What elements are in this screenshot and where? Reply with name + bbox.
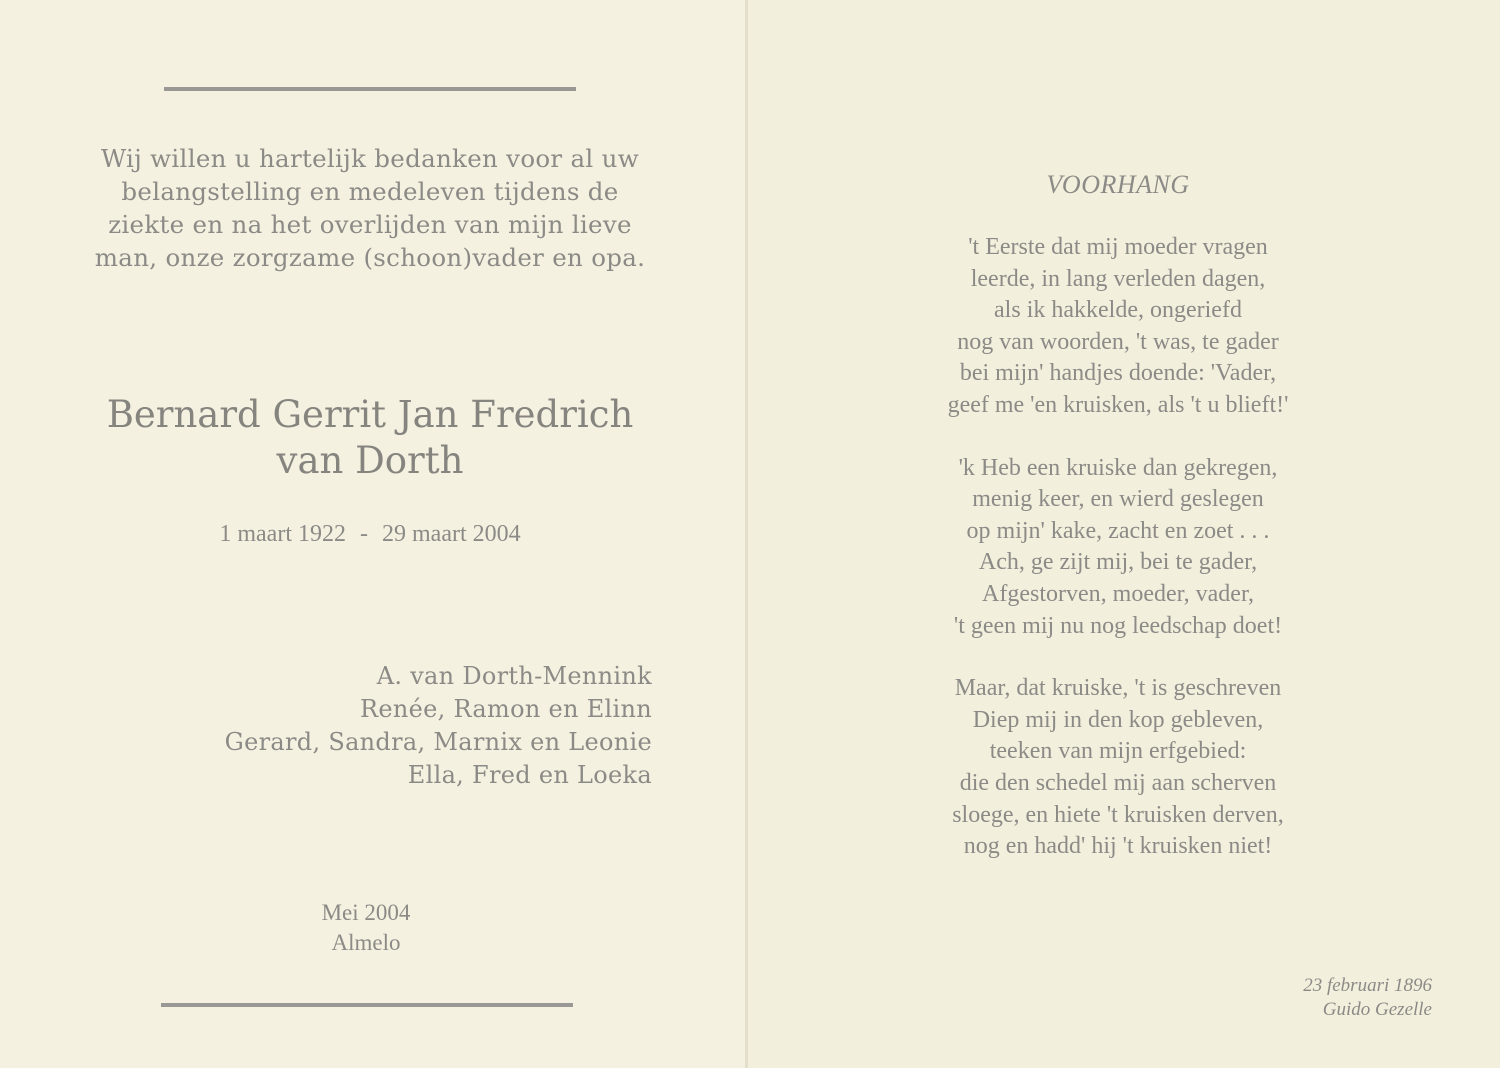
poem-title: VOORHANG bbox=[1046, 170, 1190, 199]
life-dates bbox=[120, 521, 620, 548]
poem-line: 'k Heb een kruiske dan gekregen, bbox=[958, 454, 1278, 481]
poem-line: Maar, dat kruiske, 't is geschreven bbox=[954, 675, 1282, 702]
thanks-line: man, onze zorgzame (schoon)vader en opa. bbox=[94, 243, 646, 272]
family-line: Gerard, Sandra, Marnix en Leonie bbox=[224, 728, 652, 756]
thanks-line: Wij willen u hartelijk bedanken voor al uw bbox=[100, 144, 639, 173]
left-panel bbox=[0, 0, 745, 1068]
poem-line: als ik hakkelde, ongeriefd bbox=[994, 297, 1242, 324]
thanks-line: belangstelling en medeleven tijdens de bbox=[121, 177, 619, 206]
poem-author: Guido Gezelle bbox=[1322, 999, 1432, 1020]
date-separator: - bbox=[360, 521, 368, 547]
family-line: Ella, Fred en Loeka bbox=[407, 761, 652, 789]
thanks-line: ziekte en na het overlijden van mijn lieve bbox=[108, 210, 632, 239]
poem-body bbox=[868, 232, 1368, 894]
poem-line: Diep mij in den kop gebleven, bbox=[972, 706, 1264, 733]
poem-line: Afgestorven, moeder, vader, bbox=[982, 580, 1254, 607]
poem-line: 't Eerste dat mij moeder vragen bbox=[968, 234, 1268, 260]
family-names bbox=[150, 660, 652, 792]
name-line: van Dorth bbox=[276, 439, 464, 482]
poem-line: bei mijn' handjes doende: 'Vader, bbox=[959, 360, 1277, 387]
poem-line: leerde, in lang verleden dagen, bbox=[970, 265, 1266, 292]
poem-line: sloege, en hiete 't kruisken derven, bbox=[952, 801, 1284, 828]
place-name: Almelo bbox=[331, 930, 401, 955]
month-year: Mei 2004 bbox=[321, 900, 411, 925]
poem-line: teeken van mijn erfgebied: bbox=[989, 738, 1247, 765]
poem-line: Ach, ge zijt mij, bei te gader, bbox=[978, 549, 1258, 576]
poem-stanza bbox=[868, 453, 1368, 643]
deceased-name bbox=[60, 392, 680, 484]
bottom-rule bbox=[161, 1003, 573, 1007]
family-line: A. van Dorth-Mennink bbox=[376, 662, 652, 690]
poem-line: 't geen mij nu nog leedschap doet! bbox=[953, 612, 1283, 639]
death-date: 29 maart 2004 bbox=[382, 521, 521, 547]
family-line: Renée, Ramon en Elinn bbox=[360, 695, 652, 723]
poem-line: nog van woorden, 't was, te gader bbox=[957, 328, 1279, 355]
poem-stanza bbox=[868, 232, 1368, 422]
poem-stanza bbox=[868, 673, 1368, 863]
poem-line: geef me 'en kruisken, als 't u blieft!' bbox=[947, 391, 1289, 418]
poem-line: die den schedel mij aan scherven bbox=[959, 769, 1277, 796]
poem-line: menig keer, en wierd geslegen bbox=[972, 486, 1264, 513]
poem-line: op mijn' kake, zacht en zoet . . . bbox=[966, 517, 1270, 544]
name-line: Bernard Gerrit Jan Fredrich bbox=[106, 393, 634, 436]
birth-date: 1 maart 1922 bbox=[219, 521, 346, 547]
poem-line: nog en hadd' hij 't kruisken niet! bbox=[963, 833, 1273, 860]
top-rule bbox=[164, 87, 576, 91]
thanks-message bbox=[80, 142, 660, 274]
date-place bbox=[216, 898, 516, 958]
poem-credit bbox=[1180, 974, 1432, 1022]
poem-date: 23 februari 1896 bbox=[1303, 975, 1432, 996]
